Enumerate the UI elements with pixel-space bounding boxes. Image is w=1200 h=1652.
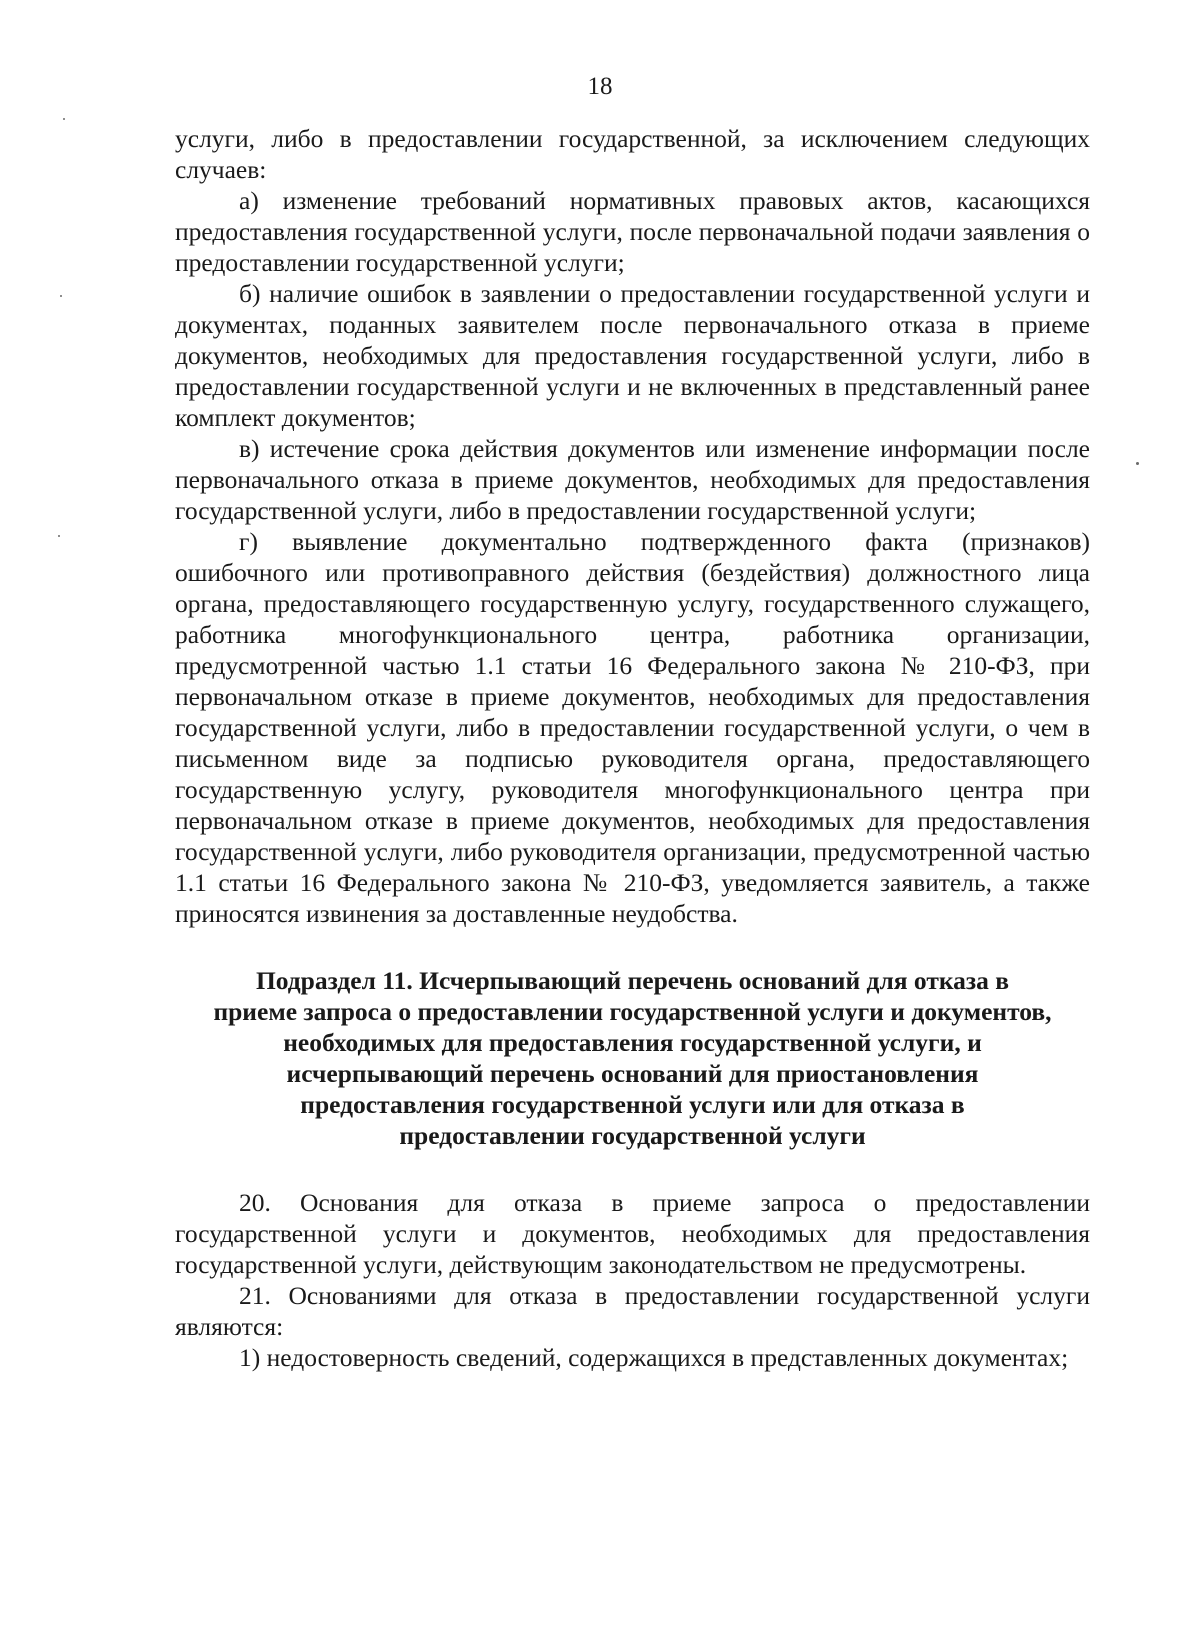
list-item-1: 1) недостоверность сведений, содержащихся в представленных документах; (239, 1343, 1069, 1372)
paragraph-20: 20. Основания для отказа в приеме запроса о предоставлении государственной услуги и документов, необходимых для предоставления государственной услуги, действующим законодательством не предусмотрены. (175, 1188, 1090, 1279)
list-item-a: а) изменение требований нормативных правовых актов, касающихся предоставления государственной услуги, после первоначальной подачи заявления о предоставлении государственной услуги; (175, 186, 1090, 277)
section-heading-line: приеме запроса о предоставлении государственной услуги и документов, (213, 997, 1052, 1026)
scan-speck (58, 535, 60, 537)
section-heading-line: Подраздел 11. Исчерпывающий перечень оснований для отказа в (255, 966, 1010, 995)
list-item-b: б) наличие ошибок в заявлении о предоставлении государственной услуги и документах, поданных заявителем после первоначального отказа в приеме документов, необходимых для предоставления государственной услуги, либо в предоставлении государственной услуги и не включенных в представленный ранее комплект документов; (175, 279, 1090, 432)
section-heading-line: предоставлении государственной услуги (399, 1121, 866, 1150)
section-heading-line: исчерпывающий перечень оснований для приостановления (286, 1059, 979, 1088)
scan-speck (60, 295, 62, 297)
scan-speck (1136, 462, 1139, 465)
page-number: 18 (587, 73, 613, 100)
document-body (175, 123, 1090, 1373)
list-item-v: в) истечение срока действия документов или изменение информации после первоначального отказа в приеме документов, необходимых для предоставления государственной услуги, либо в предоставлении государственной услуги; (175, 434, 1090, 525)
section-heading-line: необходимых для предоставления государственной услуги, и (283, 1028, 982, 1057)
list-item-g: г) выявление документально подтвержденного факта (признаков) ошибочного или противоправного действия (бездействия) должностного лица органа, предоставляющего государственную услугу, государственного служащего, работника многофункционального центра, работника организации, предусмотренной частью 1.1 статьи 16 Федерального закона № 210-ФЗ, при первоначальном отказе в приеме документов, необходимых для предоставления государственной услуги, либо в предоставлении государственной услуги, о чем в письменном виде за подписью руководителя органа, предоставляющего государственную услугу, руководителя многофункционального центра при первоначальном отказе в приеме документов, необходимых для предоставления государственной услуги, либо руководителя организации, предусмотренной частью 1.1 статьи 16 Федерального закона № 210-ФЗ, уведомляется заявитель, а также приносятся извинения за доставленные неудобства. (175, 527, 1090, 928)
section-heading-line: предоставления государственной услуги или для отказа в (300, 1090, 965, 1119)
paragraph-continuation: услуги, либо в предоставлении государственной, за исключением следующих случаев: (175, 124, 1090, 184)
scan-speck (63, 118, 65, 120)
paragraph-21: 21. Основаниями для отказа в предоставлении государственной услуги являются: (175, 1281, 1090, 1341)
section-heading (175, 965, 1090, 1151)
